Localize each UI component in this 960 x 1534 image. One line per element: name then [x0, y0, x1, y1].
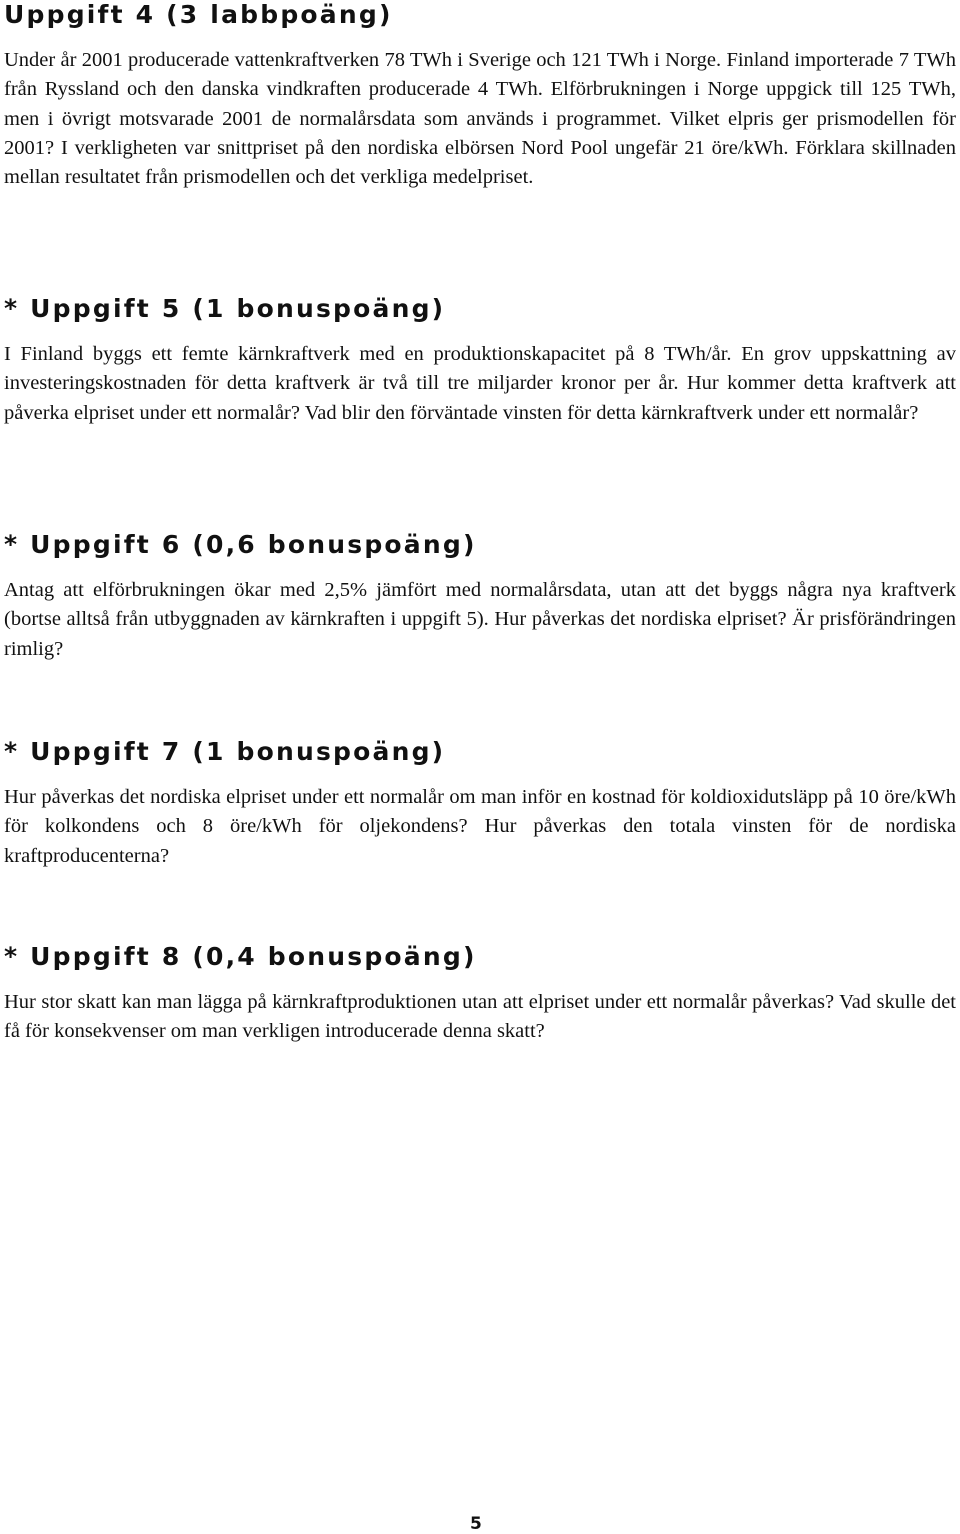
task-8-heading: * Uppgift 8 (0,4 bonuspoäng): [4, 942, 477, 971]
task-7-heading: * Uppgift 7 (1 bonuspoäng): [4, 737, 446, 766]
task-6-section: [4, 530, 956, 664]
task-8-section: [4, 942, 956, 1047]
task-6-text: Antag att elförbrukningen ökar med 2,5% jämfört med normalårsdata, utan att det byggs några nya kraftverk (bortse alltså från utbyggnaden av kärnkraften i uppgift 5). Hur påverkas det nordiska elpriset? Är prisförändringen rimlig?: [4, 579, 956, 660]
task-7-text: Hur påverkas det nordiska elpriset under ett normalår om man inför en kostnad för koldioxidutsläpp på 10 öre/kWh för kolkondens och 8 öre/kWh för oljekondens? Hur påverkas den totala vinsten för de nordiska kraftproducenterna?: [4, 786, 956, 867]
task-6-heading: * Uppgift 6 (0,6 bonuspoäng): [4, 530, 477, 559]
task-5-section: [4, 294, 956, 428]
task-8-text: Hur stor skatt kan man lägga på kärnkraftproduktionen utan att elpriset under ett normalår påverkas? Vad skulle det få för konsekvenser om man verkligen introducerade denna skatt?: [4, 991, 956, 1043]
task-5-heading: * Uppgift 5 (1 bonuspoäng): [4, 294, 446, 323]
task-5-text: I Finland byggs ett femte kärnkraftverk med en produktionskapacitet på 8 TWh/år. En grov uppskattning av investeringskostnaden för detta kraftverk är två till tre miljarder kronor per år. Hur kommer detta kraftverk att påverka elpriset under ett normalår? Vad blir den förväntade vinsten för detta kärnkraftverk under ett normalår?: [4, 343, 956, 424]
task-4-section: [4, 0, 956, 192]
task-4-heading: Uppgift 4 (3 labbpoäng): [4, 0, 393, 29]
task-4-text: Under år 2001 producerade vattenkraftverken 78 TWh i Sverige och 121 TWh i Norge. Finland importerade 7 TWh från Ryssland och den danska vindkraften producerade 4 TWh. Elförbrukningen i Norge uppgick till 125 TWh, men i övrigt motsvarade 2001 de normalårsdata som används i programmet. Vilket elpris ger prismodellen för 2001? I verkligheten var snittpriset på den nordiska elbörsen Nord Pool ungefär 21 öre/kWh. Förklara skillnaden mellan resultatet från prismodellen och det verkliga medelpriset.: [4, 49, 956, 189]
task-7-section: [4, 737, 956, 871]
page-number: 5: [470, 1514, 482, 1534]
